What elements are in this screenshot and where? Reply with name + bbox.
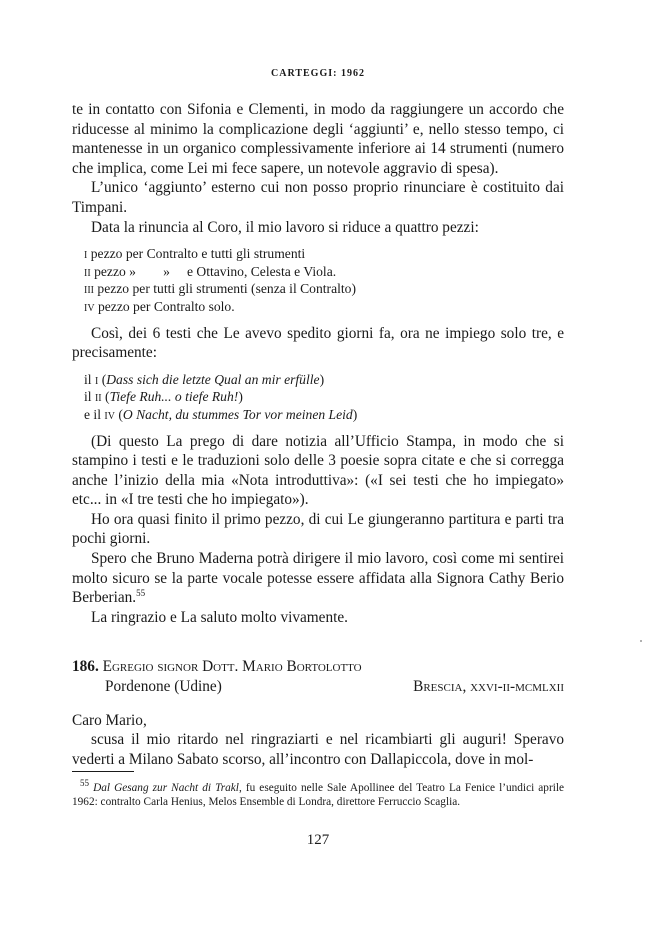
list-item: i pezzo per Contralto e tutti gli strumenti [84,246,306,262]
speck [640,640,642,642]
list-item: iii pezzo per tutti gli strumenti (senza il Contralto) [84,281,356,297]
dateline: Brescia, xxvi-ii-mcmlxii [413,678,564,696]
main-text [72,100,564,769]
addressee: Egregio signor Dott. Mario Bortolotto [102,658,362,676]
letter-heading [72,657,564,696]
list-item: iv pezzo per Contralto solo. [84,298,235,314]
list-item: il ii (Tiefe Ruh... o tiefe Ruh!) [84,389,243,405]
footnote: $^{55}$ Dal Gesang zur Nacht di Trakl, fu eseguito nelle Sale Apollinee del Teatro La Fenice l’undici aprile 1962: contralto Carla Henius, Melos Ensemble di Londra, direttore Ferruccio Scaglia. [72,778,565,809]
paragraph: (Di questo La prego di dare notizia all’Ufficio Stampa, in modo che si stampino i testi e le traduzioni solo delle 3 poesie sopra citate e che si corregga anche l’inizio della mia «Nota introduttiva»: («I sei testi che ho impiegato» etc... in «I tre testi che ho impiegato»). [72,432,564,509]
pieces-list [84,245,564,315]
footnote-rule [72,771,134,772]
footnote-ref: 55 [136,588,146,599]
paragraph: L’unico ‘aggiunto’ esterno cui non posso proprio rinunciare è costituito dai Timpani. [72,179,564,216]
paragraph: scusa il mio ritardo nel ringraziarti e nel ricambiarti gli auguri! Speravo vederti a Milano Sabato scorso, all’incontro con Dallapiccola, dove in mol- [72,731,564,768]
paragraph: Ho ora quasi finito il primo pezzo, di cui Le giungeranno partitura e parti tra pochi giorni. [72,510,564,548]
texts-list [84,371,564,424]
list-item: il i (Dass sich die letzte Qual an mir erfülle) [84,371,325,387]
running-head: CARTEGGI: 1962 [271,68,365,79]
list-item: ii pezzo » » e Ottavino, Celesta e Viola. [84,263,337,279]
paragraph: La ringrazio e La saluto molto vivamente. [91,608,348,626]
letter-number: 186. [72,658,99,676]
paragraph: Spero che Bruno Maderna potrà dirigere il mio lavoro, così come mi sentirei molto sicuro se la parte vocale potesse essere affidata alla Signora Cathy Berio Berberian.$^{55}$ [72,550,564,607]
paragraph: te in contatto con Sifonia e Clementi, in modo da raggiungere un accordo che riducesse al minimo la complicazione degli ‘aggiunti’ e, nello stesso tempo, ci mantenesse in un organico complessivamente inferiore ai 14 strumenti (numero che implica, come Lei mi fece sapere, un notevole aggravio di spesa). [72,101,564,177]
salutation: Caro Mario, [72,711,147,729]
place: Pordenone (Udine) [105,678,222,696]
paragraph: Data la rinuncia al Coro, il mio lavoro si riduce a quattro pezzi: [91,218,479,236]
list-item: e il iv (O Nacht, du stummes Tor vor meinen Leid) [84,406,358,422]
paragraph: Così, dei 6 testi che Le avevo spedito giorni fa, ora ne impiego solo tre, e precisamente: [72,324,564,362]
page-number: 127 [306,832,330,848]
